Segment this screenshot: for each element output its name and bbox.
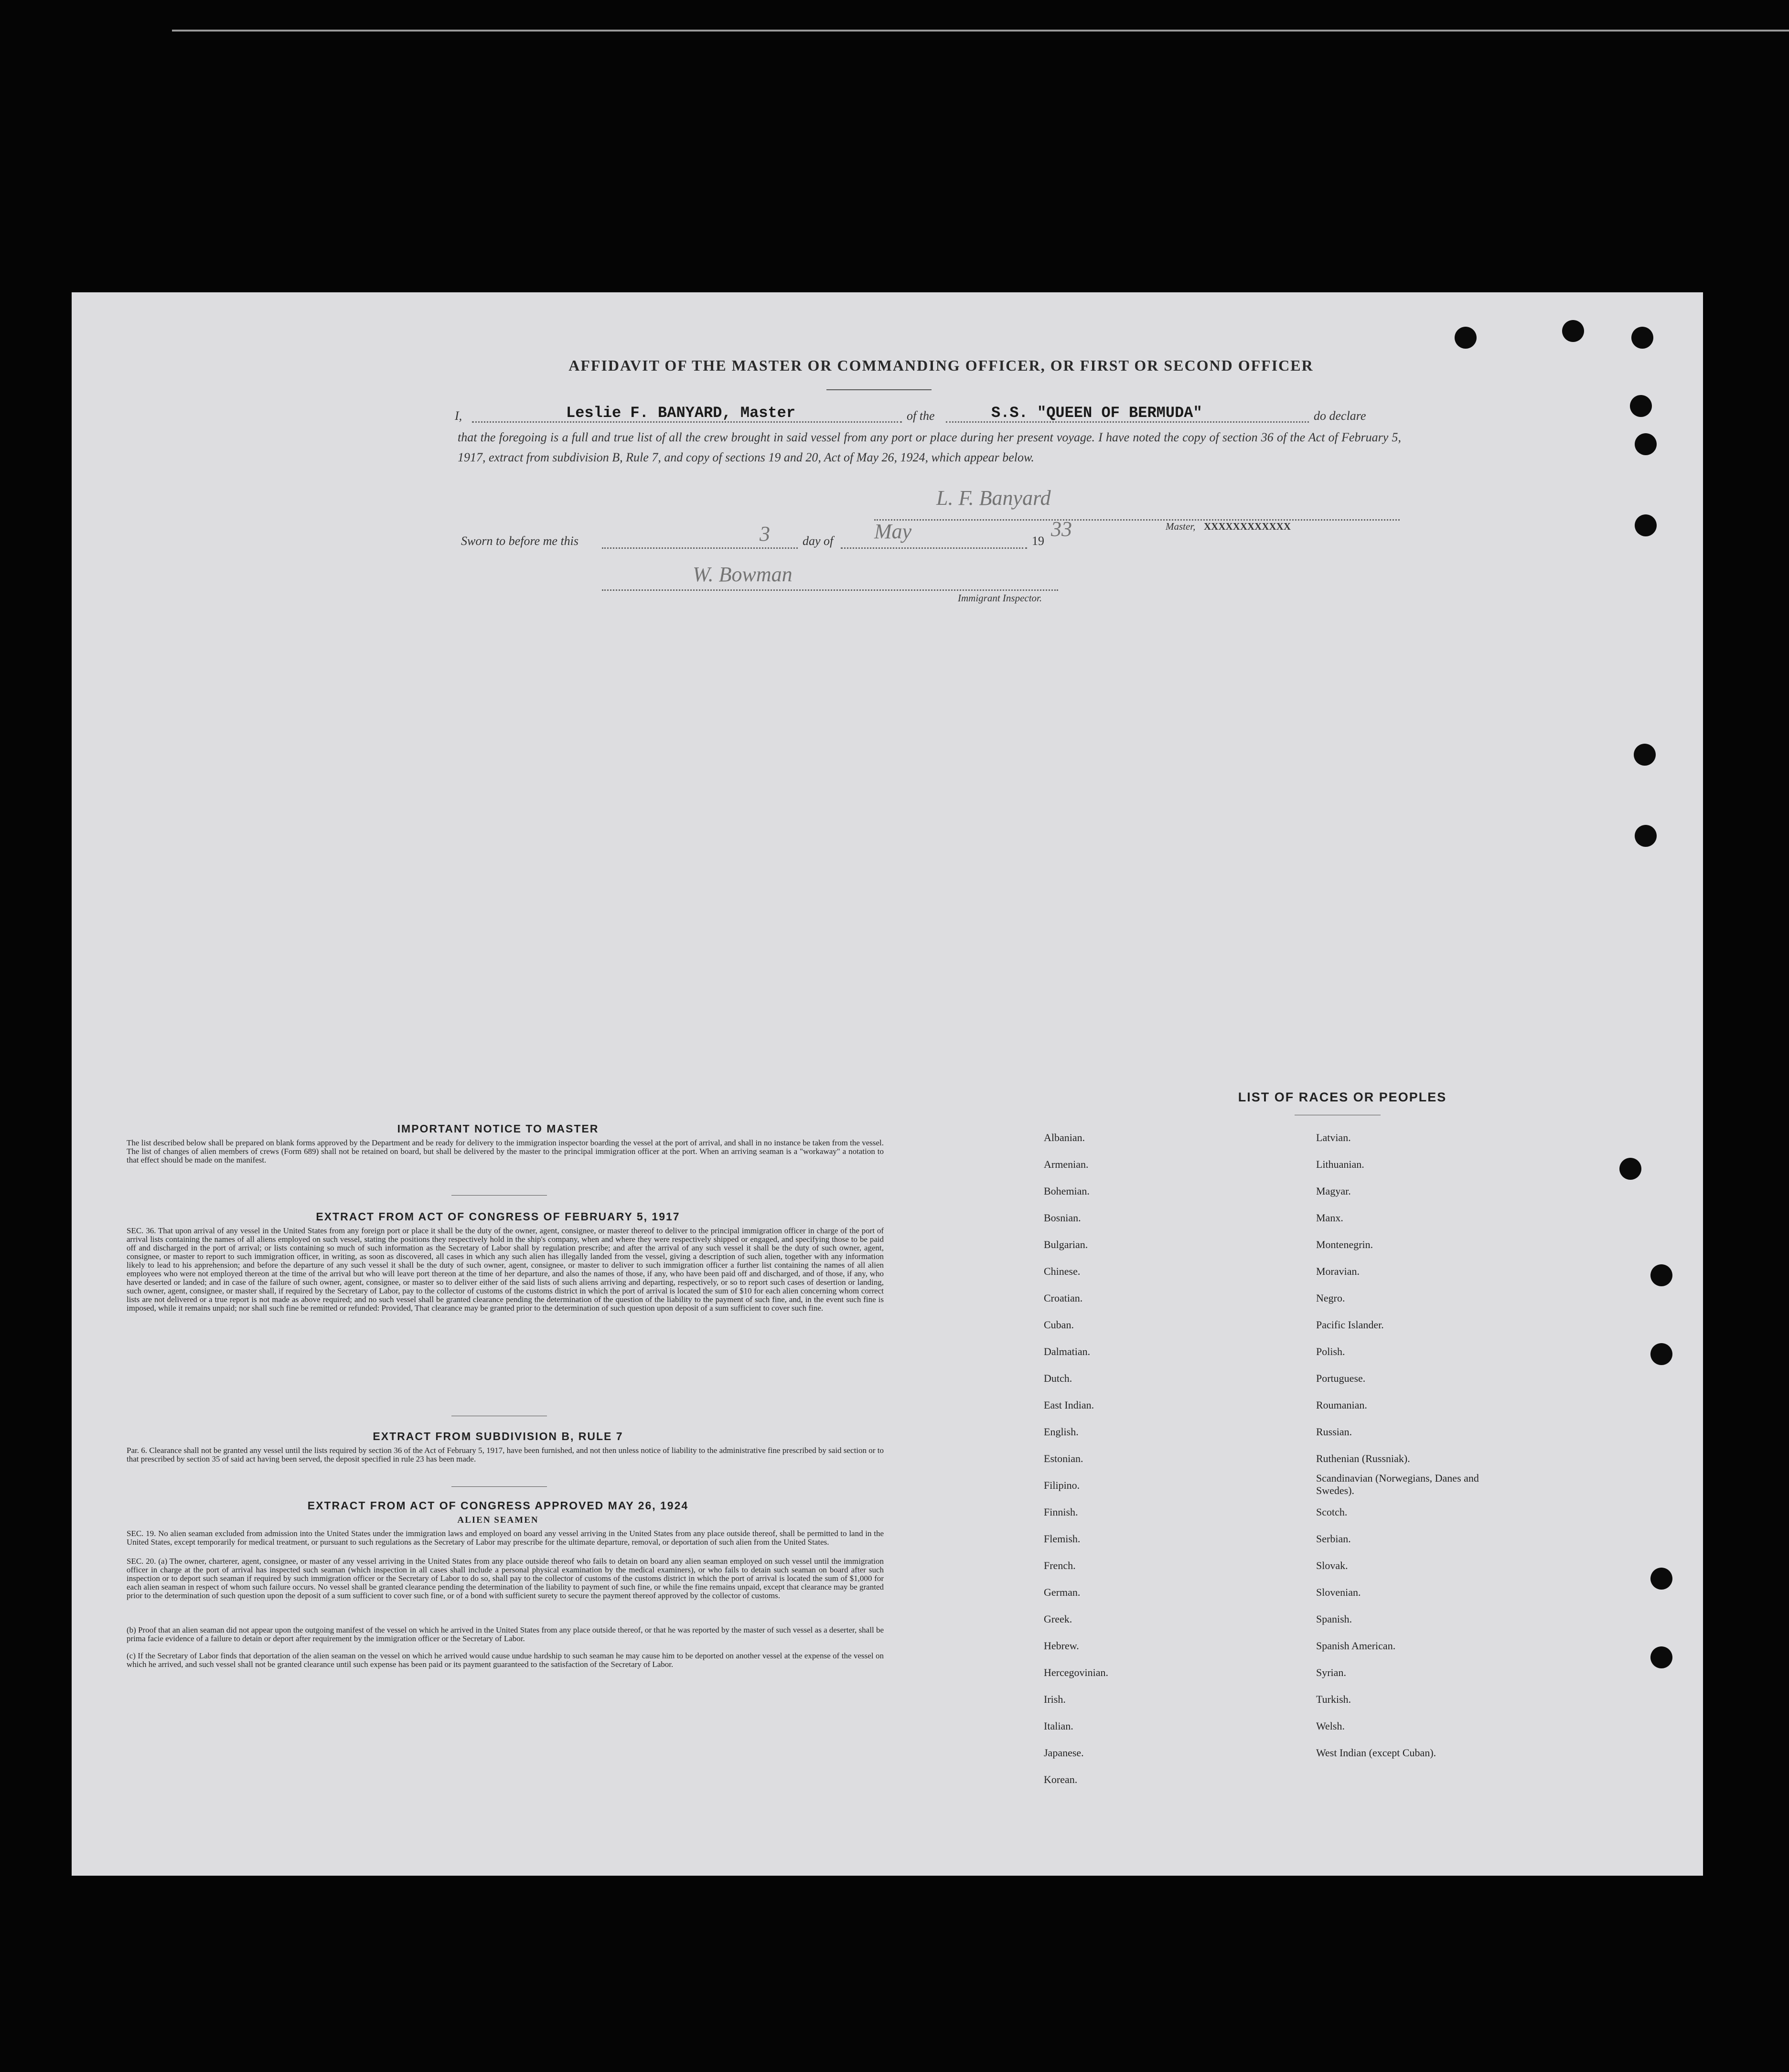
punch-hole	[1650, 1568, 1672, 1590]
race-item: Bulgarian.	[1044, 1239, 1088, 1250]
affidavit-title: AFFIDAVIT OF THE MASTER OR COMMANDING OFFICER, OR FIRST OR SECOND OFFICER	[568, 357, 1314, 374]
race-item: Latvian.	[1316, 1132, 1351, 1143]
race-item: German.	[1044, 1586, 1081, 1598]
race-item: Hercegovinian.	[1044, 1666, 1108, 1678]
race-item: Scandinavian (Norwegians, Danes and Swedes).	[1316, 1472, 1479, 1496]
race-item: East Indian.	[1044, 1399, 1094, 1411]
manifest-sheet	[72, 292, 1703, 1876]
race-item: Polish.	[1316, 1346, 1345, 1357]
sworn-day-of: day of	[803, 534, 834, 548]
race-item: Manx.	[1316, 1212, 1343, 1224]
race-item: Chinese.	[1044, 1265, 1081, 1277]
race-item: Finnish.	[1044, 1506, 1078, 1518]
punch-hole	[1631, 327, 1653, 349]
date-handwriting: 3	[760, 522, 770, 545]
punch-hole	[1619, 1158, 1641, 1180]
race-item: Scotch.	[1316, 1506, 1348, 1518]
affidavit-i: I,	[455, 409, 462, 423]
title-rule	[826, 389, 932, 390]
extract-1917-heading: EXTRACT FROM ACT OF CONGRESS OF FEBRUARY 5, 1917	[316, 1210, 680, 1223]
race-item: Estonian.	[1044, 1453, 1083, 1464]
affidavit-do-declare: do declare	[1314, 409, 1366, 423]
race-item: Greek.	[1044, 1613, 1072, 1625]
punch-hole	[1650, 1343, 1672, 1365]
race-item: Bosnian.	[1044, 1212, 1081, 1224]
master-signature: L. F. Banyard	[936, 486, 1051, 510]
master-signature-line	[874, 519, 1400, 521]
race-item: Montenegrin.	[1316, 1239, 1373, 1250]
extract-rule7-heading: EXTRACT FROM SUBDIVISION B, RULE 7	[373, 1430, 623, 1442]
year-handwriting: 33	[1051, 517, 1072, 541]
race-item: Dalmatian.	[1044, 1346, 1091, 1357]
race-item: Russian.	[1316, 1426, 1352, 1438]
master-name-field: Leslie F. BANYARD, Master	[566, 404, 796, 422]
race-item: Roumanian.	[1316, 1399, 1367, 1411]
extract-1917-text: SEC. 36. That upon arrival of any vessel in the United States from any foreign port or place it shall be the duty of the owner, agent, consignee, or master thereof to deliver to the principal immigration officer in charge of the port of arrival lists containing the names of all aliens employed on such vessel, stating the positions they respectively hold in the ship's company, when and where they were respectively shipped or engaged, and specifying those to be paid off and discharged in the port of arrival; or lists containing so much of such information as the Secretary of Labor shall by regulation prescribe; and after the arrival of any such vessel it shall be the duty of such owner, agent, consignee, or master to report to such immigration officer, in writing, as soon as discovered, all cases in which any such alien has illegally landed from the vessel, giving a description of such alien, together with any information likely to lead to his apprehension; and before the departure of any such vessel it shall be the duty of such owner, agent, consignee, or master to deliver to such immigration officer a further list containing the names of all alien employees who were not employed thereon at the time of the arrival but who will leave port thereon at the time of her departure, and also the names of those, if any, who have been paid off and discharged, and of those, if any, who have deserted or landed; and in case of the failure of such owner, agent, consignee, or master so to deliver either of the said lists of such aliens arriving and departing, respectively, or so to report such cases of desertion or landing, such owner, agent, consignee, or master shall, if required by the Secretary of Labor, pay to the collector of customs of the customs district in which the port of arrival is located the sum of $10 for each alien concerning whom correct lists are not delivered or a true report is not made as above required; and no such vessel shall be granted clearance pending the determination of the question of the liability to the payment of such fine, and, in the event such fine is imposed, while it remains unpaid; nor shall such fine be remitted or refunded: Provided, That clearance may be granted prior to the determination of such question upon deposit of a sum sufficient to cover such fine.	[127, 1226, 884, 1313]
punch-hole	[1635, 433, 1657, 455]
alien-seamen-subheading: ALIEN SEAMEN	[457, 1515, 539, 1525]
punch-hole	[1635, 825, 1657, 847]
race-item: Cuban.	[1044, 1319, 1074, 1331]
race-item: Albanian.	[1044, 1132, 1085, 1143]
race-item: Negro.	[1316, 1292, 1345, 1304]
race-item: Magyar.	[1316, 1185, 1351, 1197]
master-struck-title: XXXXXXXXXXXX	[1204, 521, 1291, 532]
inspector-label: Immigrant Inspector.	[958, 592, 1042, 604]
sworn-prefix: Sworn to before me this	[461, 534, 579, 548]
vessel-name-field: S.S. "QUEEN OF BERMUDA"	[991, 404, 1202, 422]
punch-hole	[1650, 1646, 1672, 1668]
race-item: Hebrew.	[1044, 1640, 1079, 1652]
race-item: Italian.	[1044, 1720, 1073, 1732]
punch-hole	[1562, 320, 1584, 342]
race-item: Pacific Islander.	[1316, 1319, 1384, 1331]
races-heading: LIST OF RACES OR PEOPLES	[1238, 1090, 1447, 1104]
sec19-text: SEC. 19. No alien seaman excluded from admission into the United States under the immigration laws and employed on board any vessel arriving in the United States from any place outside thereof, shall be permitted to land in the United States, except temporarily for medical treatment, or pursuant to such regulations as the Secretary of Labor may prescribe for the ultimate departure, removal, or deportation of such alien from the United States.	[127, 1529, 884, 1547]
inspector-signature: W. Bowman	[693, 563, 793, 586]
sworn-day-line	[602, 547, 798, 549]
section-rule	[451, 1195, 547, 1196]
race-item: Slovak.	[1316, 1559, 1348, 1571]
affidavit-statement: that the foregoing is a full and true list of all the crew brought in said vessel from any port or place during her present voyage. I have noted the copy of section 36 of the Act of February 5, 1917, extract from subdivision B, Rule 7, and copy of sections 19 and 20, Act of May 26, 1924, which appear below.	[458, 430, 1401, 464]
race-item: Flemish.	[1044, 1533, 1081, 1545]
notice-heading: IMPORTANT NOTICE TO MASTER	[397, 1122, 599, 1135]
punch-hole	[1630, 395, 1652, 417]
race-item: Turkish.	[1316, 1693, 1351, 1705]
sworn-year-prefix: 19	[1032, 534, 1044, 548]
race-item: French.	[1044, 1559, 1076, 1571]
race-item: Serbian.	[1316, 1533, 1351, 1545]
race-item: Filipino.	[1044, 1479, 1080, 1491]
punch-hole	[1634, 744, 1656, 766]
race-item: Korean.	[1044, 1773, 1078, 1785]
sec20a-text: SEC. 20. (a) The owner, charterer, agent, consignee, or master of any vessel arriving in the United States from any place outside thereof who fails to detain on board any alien seaman employed on such vessel until the immigration officer in charge at the port of arrival has inspected such seaman (which inspection in all cases shall include a personal physical examination by the medical examiners), or who fails to detain such seaman on board after such inspection or to deport such seaman if required by such immigration officer or the Secretary of Labor to do so, shall pay to the collector of customs of the customs district in which the port of arrival is located the sum of $1,000 for each alien seaman in respect of whom such failure occurs. No vessel shall be granted clearance pending the determination of the liability to payment of such fine, or while the fine remains unpaid, except that clearance may be granted prior to the determination of such question upon the deposit of a sum sufficient to cover such fine, or of a bond with sufficient surety to secure the payment thereof approved by the collector of customs.	[127, 1557, 884, 1600]
film-edge-line	[172, 30, 1789, 32]
sworn-month-line	[841, 547, 1027, 549]
notice-text: The list described below shall be prepared on blank forms approved by the Department and be ready for delivery to the immigration inspector boarding the vessel at the port of arrival, and shall in no instance be taken from the vessel. The list of changes of alien members of crews (Form 689) shall not be retained on board, but shall be delivered by the master to the principal immigration officer at the port. When an arriving seaman is a "workaway" a notation to that effect should be made on the manifest.	[127, 1138, 884, 1164]
race-item: Irish.	[1044, 1693, 1066, 1705]
race-item: Dutch.	[1044, 1372, 1072, 1384]
extract-rule7-text: Par. 6. Clearance shall not be granted any vessel until the lists required by section 36 of the Act of February 5, 1917, have been furnished, and not then unless notice of liability to the administrative fine prescribed by said section or to that prescribed by section 35 of said act having been served, the deposit specified in rule 23 has been made.	[127, 1446, 884, 1463]
races-left-column	[1044, 1124, 1108, 1793]
race-item: Bohemian.	[1044, 1185, 1090, 1197]
section-rule	[451, 1486, 547, 1487]
race-item: Syrian.	[1316, 1666, 1346, 1678]
race-item: English.	[1044, 1426, 1079, 1438]
race-item: Slovenian.	[1316, 1586, 1361, 1598]
race-item: Spanish American.	[1316, 1640, 1396, 1652]
race-item: West Indian (except Cuban).	[1316, 1747, 1436, 1759]
race-item: Moravian.	[1316, 1265, 1360, 1277]
race-item: Ruthenian (Russniak).	[1316, 1453, 1410, 1464]
punch-hole	[1635, 514, 1657, 536]
inspector-signature-line	[602, 589, 1058, 591]
race-item: Portuguese.	[1316, 1372, 1366, 1384]
sec20b-text: (b) Proof that an alien seaman did not appear upon the outgoing manifest of the vessel on which he arrived in the United States from any place outside thereof, or that he was reported by the master of such vessel as a deserter, shall be prima facie evidence of a failure to detain or deport after requirement by the immigration officer or the Secretary of Labor.	[127, 1625, 884, 1643]
affidavit-of-the: of the	[907, 409, 935, 423]
races-right-column	[1316, 1124, 1498, 1766]
month-handwriting: May	[874, 520, 912, 543]
race-item: Welsh.	[1316, 1720, 1345, 1732]
race-item: Lithuanian.	[1316, 1158, 1364, 1170]
master-label: Master,	[1166, 521, 1196, 532]
race-item: Spanish.	[1316, 1613, 1352, 1625]
race-item: Japanese.	[1044, 1747, 1084, 1759]
race-item: Armenian.	[1044, 1158, 1089, 1170]
extract-1924-heading: EXTRACT FROM ACT OF CONGRESS APPROVED MAY 26, 1924	[307, 1499, 689, 1512]
sec20c-text: (c) If the Secretary of Labor finds that deportation of the alien seaman on the vessel on which he arrived would cause undue hardship to such seaman he may cause him to be deported on another vessel at the expense of the vessel on which he arrived, and such vessel shall not be granted clearance until such expense has been paid or its payment guaranteed to the satisfaction of the Secretary of Labor.	[127, 1651, 884, 1669]
punch-hole	[1455, 327, 1477, 349]
punch-hole	[1650, 1264, 1672, 1286]
race-item: Croatian.	[1044, 1292, 1083, 1304]
